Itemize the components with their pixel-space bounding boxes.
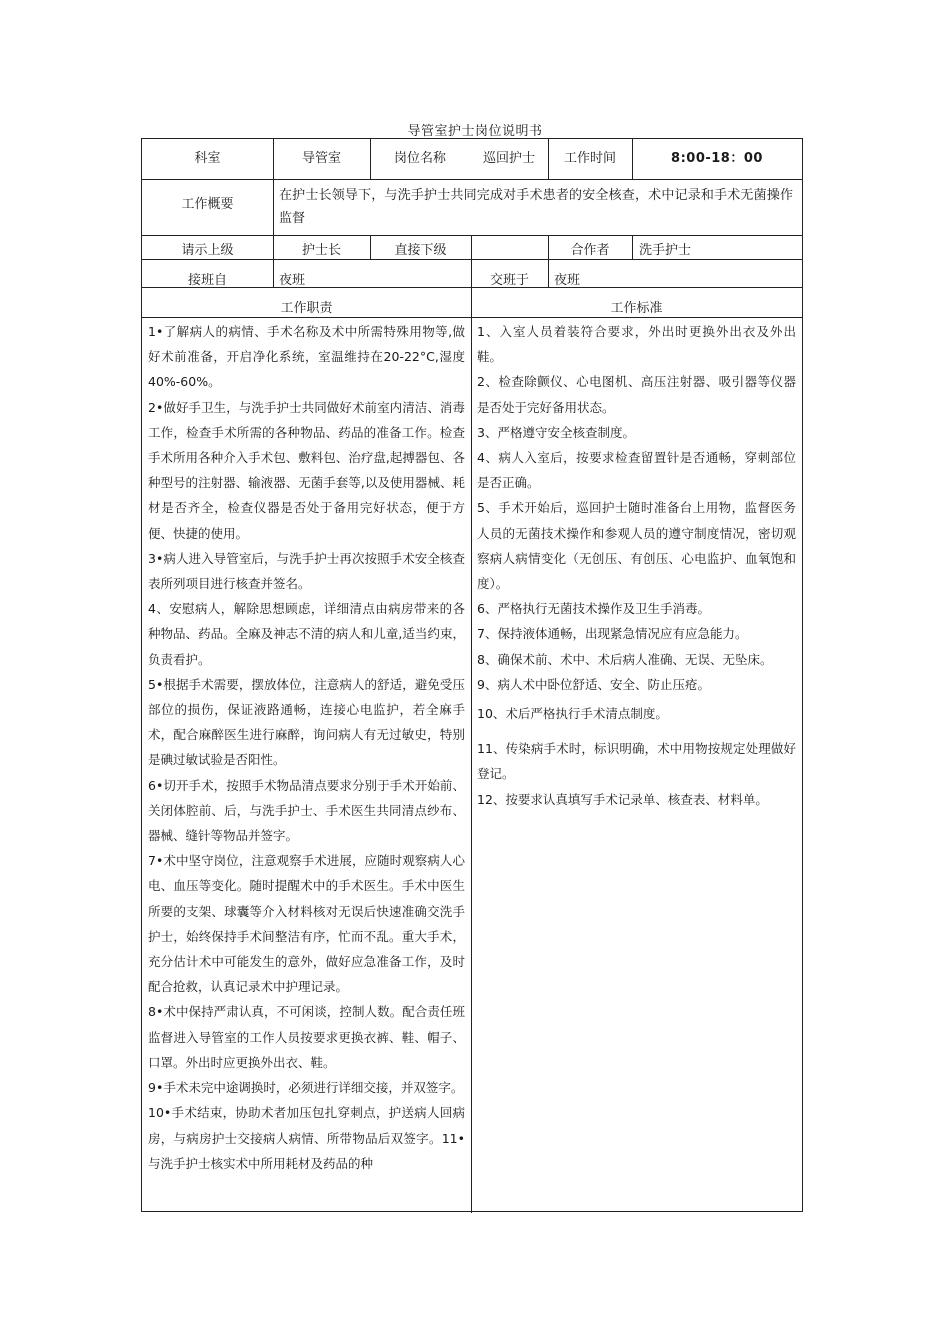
dept-value: 导管室 bbox=[301, 151, 341, 166]
duty-item: 1•了解病人的病情、手术名称及术中所需特殊用物等,做好术前准备，开启净化系统，室温维持在20-22°C,湿度40%-60%。 bbox=[148, 324, 465, 390]
standard-item: 9、病人术中卧位舒适、安全、防止压疮。 bbox=[477, 676, 710, 692]
standard-item: 7、保持液体通畅，出现紧急情况应有应急能力。 bbox=[477, 626, 748, 642]
superior-label: 请示上级 bbox=[181, 243, 234, 258]
standard-item: 5、手术开始后，巡回护士随时准备台上用物，监督医务人员的无菌技术操作和参观人员的遵守制度情况，密切观察病人病情变化（无创压、有创压、心电监护、血氧饱和度）。 bbox=[477, 500, 796, 592]
duties-header: 工作职责 bbox=[280, 301, 333, 316]
partner-label: 合作者 bbox=[570, 243, 610, 258]
subordinate-label: 直接下级 bbox=[394, 243, 447, 258]
shift-to-value: 夜班 bbox=[554, 273, 581, 288]
standard-item: 4、病人入室后，按要求检查留置针是否通畅，穿刺部位是否正确。 bbox=[477, 450, 796, 491]
dept-label: 科室 bbox=[194, 151, 221, 166]
standard-item: 10、术后严格执行手术清点制度。 bbox=[477, 706, 668, 722]
duty-item: 5•根据手术需要，摆放体位，注意病人的舒适，避免受压部位的损伤，保证液路通畅，连接心电监护，若全麻手术，配合麻醉医生进行麻醉，询问病人有无过敏史，特别是碘过敏试验是否阳性。 bbox=[148, 676, 465, 768]
standard-item: 3、严格遵守安全核查制度。 bbox=[477, 424, 635, 440]
col-divider bbox=[548, 259, 549, 287]
overview-label: 工作概要 bbox=[181, 197, 234, 212]
duty-item: 10•手术结束，协助术者加压包扎穿刺点，护送病人回病房，与病房护士交接病人病情、所带物品后双签字。11•与洗手护士核实术中所用耗材及药品的种 bbox=[148, 1105, 465, 1171]
duty-item: 4、安慰病人，解除思想顾虑，详细清点由病房带来的各种物品、药品。全麻及神志不清的病人和儿童,适当约束，负责看护。 bbox=[148, 601, 465, 667]
col-divider bbox=[471, 287, 472, 1213]
row-divider bbox=[142, 235, 802, 236]
col-divider bbox=[471, 235, 472, 259]
duty-item: 7•术中坚守岗位，注意观察手术进展，应随时观察病人心电、血压等变化。随时提醒术中的手术医生。手术中医生所要的支架、球囊等介入材料核对无误后快速准确交洗手护士，始终保持手术间整洁有序，忙而不乱。重大手术，充分估计术中可能发生的意外，做好应急准备工作，及时配合抢救，认真记录术中护理记录。 bbox=[148, 853, 465, 995]
duty-item: 2•做好手卫生，与洗手护士共同做好术前室内清洁、消毒工作，检查手术所需的各种物品、药品的准备工作。检查手术所用各种介入手术包、敷料包、治疗盘,起搏器包、各种型号的注射器、输液器、无菌手套等,以及使用器械、耗材是否齐全，检查仪器是否处于备用完好状态，便于方便、快捷的使用。 bbox=[148, 399, 465, 541]
page-title: 导管室护士岗位说明书 bbox=[407, 124, 543, 139]
duty-item: 3•病人进入导管室后，与洗手护士再次按照手术安全核查表所列项目进行核查并签名。 bbox=[148, 550, 465, 592]
post-value: 巡回护士 bbox=[482, 151, 535, 166]
standard-item: 1、入室人员着装符合要求，外出时更换外出衣及外出鞋。 bbox=[477, 324, 796, 365]
shift-from-label: 接班自 bbox=[187, 273, 227, 288]
duty-item: 6•切开手术，按照手术物品清点要求分别于手术开始前、关闭体腔前、后，与洗手护士、手术医生共同清点纱布、器械、缝针等物品并签字。 bbox=[148, 777, 465, 844]
overview-text: 在护士长领导下，与洗手护士共同完成对手术患者的安全核查，术中记录和手术无菌操作监督 bbox=[279, 188, 793, 226]
time-label: 工作时间 bbox=[563, 151, 616, 166]
duty-item: 9•手术未完中途调换时，必须进行详细交接，并双签字。 bbox=[148, 1080, 464, 1096]
shift-from-value: 夜班 bbox=[279, 273, 306, 288]
job-description-table bbox=[141, 138, 803, 1212]
standard-item: 2、检查除颤仪、心电图机、高压注射器、吸引器等仪器是否处于完好备用状态。 bbox=[477, 374, 796, 415]
row-divider bbox=[142, 179, 802, 180]
standards-list bbox=[477, 319, 796, 1209]
col-divider bbox=[273, 179, 274, 235]
standard-item: 8、确保术前、术中、术后病人准确、无误、无坠床。 bbox=[477, 651, 773, 667]
duties-list bbox=[148, 319, 465, 1209]
standards-header: 工作标准 bbox=[610, 301, 663, 316]
standard-item: 12、按要求认真填写手术记录单、核查表、材料单。 bbox=[477, 791, 768, 807]
col-divider bbox=[273, 259, 274, 287]
col-divider bbox=[632, 235, 633, 259]
post-label: 岗位名称 bbox=[393, 151, 446, 166]
standard-item: 11、传染病手术时，标识明确，术中用物按规定处理做好登记。 bbox=[477, 741, 796, 782]
time-value: 8:00-18：00 bbox=[671, 151, 763, 166]
partner-value: 洗手护士 bbox=[639, 243, 692, 258]
standard-item: 6、严格执行无菌技术操作及卫生手消毒。 bbox=[477, 601, 710, 617]
duty-item: 8•术中保持严肃认真，不可闲谈，控制人数。配合责任班监督进入导管室的工作人员按要求更换衣裤、鞋、帽子、口罩。外出时应更换外出衣、鞋。 bbox=[148, 1004, 465, 1070]
shift-to-label: 交班于 bbox=[489, 273, 529, 288]
superior-value: 护士长 bbox=[301, 243, 341, 258]
